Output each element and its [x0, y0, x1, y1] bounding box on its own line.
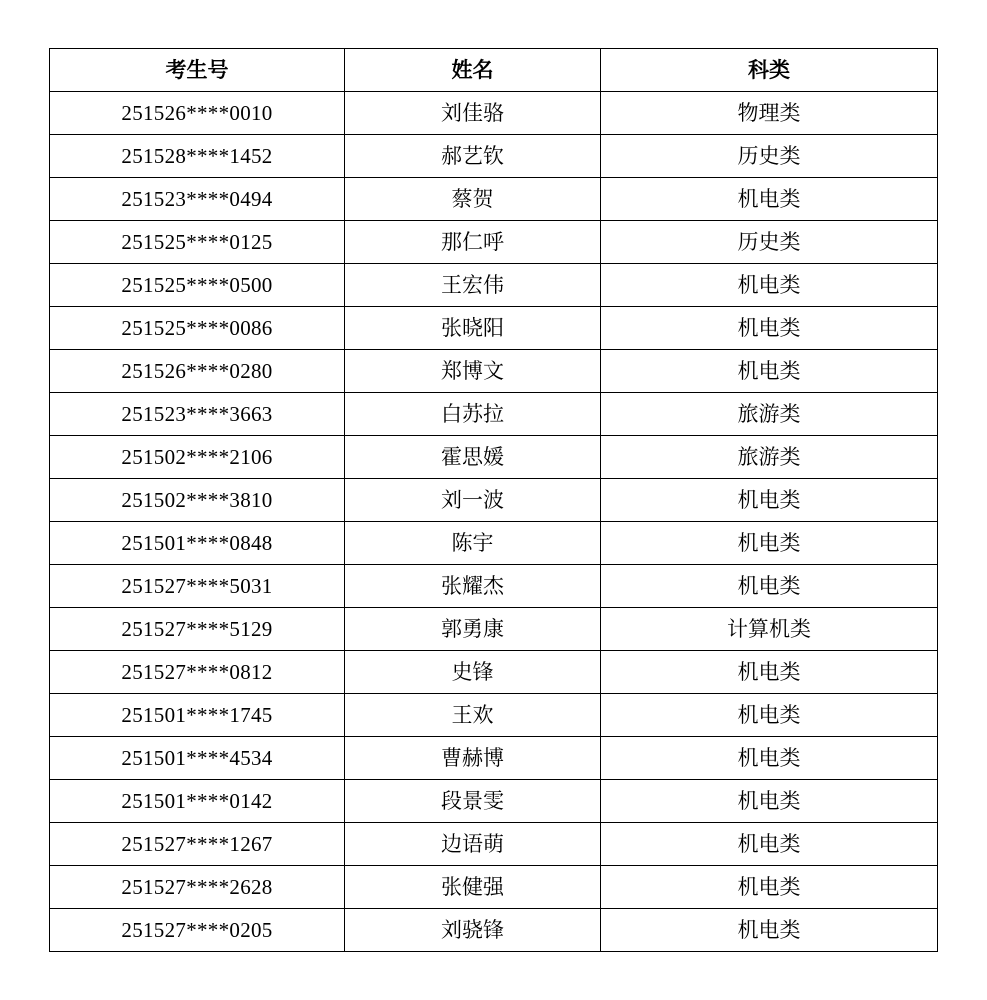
- student-table: [49, 48, 938, 952]
- name-cell: 张健强: [345, 866, 601, 909]
- name-cell: 曹赫博: [345, 737, 601, 780]
- name-cell: 刘佳骆: [345, 92, 601, 135]
- name-cell: 刘骁锋: [345, 909, 601, 952]
- category-cell: 计算机类: [601, 608, 938, 651]
- table-row: [50, 823, 938, 866]
- category-cell: 机电类: [601, 479, 938, 522]
- table-body: [50, 92, 938, 952]
- name-cell: 张晓阳: [345, 307, 601, 350]
- table-row: [50, 92, 938, 135]
- name-cell: 那仁呼: [345, 221, 601, 264]
- exam-number-cell: 251527****2628: [50, 866, 345, 909]
- table-row: [50, 221, 938, 264]
- table-row: [50, 436, 938, 479]
- student-table-container: [49, 48, 937, 952]
- table-header-row: [50, 49, 938, 92]
- category-cell: 机电类: [601, 307, 938, 350]
- category-cell: 历史类: [601, 221, 938, 264]
- name-cell: 郝艺钦: [345, 135, 601, 178]
- name-cell: 陈宇: [345, 522, 601, 565]
- exam-number-cell: 251525****0125: [50, 221, 345, 264]
- table-row: [50, 909, 938, 952]
- table-row: [50, 307, 938, 350]
- category-cell: 历史类: [601, 135, 938, 178]
- exam-number-cell: 251527****5031: [50, 565, 345, 608]
- table-row: [50, 178, 938, 221]
- exam-number-cell: 251525****0086: [50, 307, 345, 350]
- exam-number-cell: 251527****0812: [50, 651, 345, 694]
- name-cell: 霍思媛: [345, 436, 601, 479]
- name-cell: 史锋: [345, 651, 601, 694]
- exam-number-cell: 251501****0848: [50, 522, 345, 565]
- table-row: [50, 694, 938, 737]
- exam-number-cell: 251501****4534: [50, 737, 345, 780]
- exam-number-cell: 251527****5129: [50, 608, 345, 651]
- name-cell: 郭勇康: [345, 608, 601, 651]
- category-cell: 机电类: [601, 264, 938, 307]
- table-row: [50, 608, 938, 651]
- exam-number-cell: 251523****0494: [50, 178, 345, 221]
- table-row: [50, 737, 938, 780]
- name-cell: 郑博文: [345, 350, 601, 393]
- header-category: 科类: [601, 49, 938, 92]
- name-cell: 蔡贺: [345, 178, 601, 221]
- category-cell: 机电类: [601, 522, 938, 565]
- exam-number-cell: 251502****2106: [50, 436, 345, 479]
- category-cell: 机电类: [601, 780, 938, 823]
- table-row: [50, 866, 938, 909]
- name-cell: 白苏拉: [345, 393, 601, 436]
- table-row: [50, 393, 938, 436]
- table-row: [50, 479, 938, 522]
- exam-number-cell: 251523****3663: [50, 393, 345, 436]
- name-cell: 刘一波: [345, 479, 601, 522]
- category-cell: 机电类: [601, 565, 938, 608]
- exam-number-cell: 251525****0500: [50, 264, 345, 307]
- exam-number-cell: 251502****3810: [50, 479, 345, 522]
- exam-number-cell: 251528****1452: [50, 135, 345, 178]
- exam-number-cell: 251501****1745: [50, 694, 345, 737]
- table-row: [50, 651, 938, 694]
- exam-number-cell: 251526****0010: [50, 92, 345, 135]
- category-cell: 机电类: [601, 350, 938, 393]
- name-cell: 王欢: [345, 694, 601, 737]
- category-cell: 旅游类: [601, 436, 938, 479]
- category-cell: 机电类: [601, 651, 938, 694]
- table-row: [50, 350, 938, 393]
- name-cell: 王宏伟: [345, 264, 601, 307]
- category-cell: 旅游类: [601, 393, 938, 436]
- category-cell: 机电类: [601, 823, 938, 866]
- exam-number-cell: 251501****0142: [50, 780, 345, 823]
- header-exam-number: 考生号: [50, 49, 345, 92]
- exam-number-cell: 251527****0205: [50, 909, 345, 952]
- category-cell: 机电类: [601, 737, 938, 780]
- exam-number-cell: 251526****0280: [50, 350, 345, 393]
- category-cell: 机电类: [601, 178, 938, 221]
- header-name: 姓名: [345, 49, 601, 92]
- table-row: [50, 264, 938, 307]
- table-row: [50, 135, 938, 178]
- name-cell: 段景雯: [345, 780, 601, 823]
- table-row: [50, 780, 938, 823]
- name-cell: 张耀杰: [345, 565, 601, 608]
- exam-number-cell: 251527****1267: [50, 823, 345, 866]
- name-cell: 边语萌: [345, 823, 601, 866]
- category-cell: 机电类: [601, 694, 938, 737]
- category-cell: 机电类: [601, 909, 938, 952]
- category-cell: 物理类: [601, 92, 938, 135]
- table-row: [50, 565, 938, 608]
- category-cell: 机电类: [601, 866, 938, 909]
- table-row: [50, 522, 938, 565]
